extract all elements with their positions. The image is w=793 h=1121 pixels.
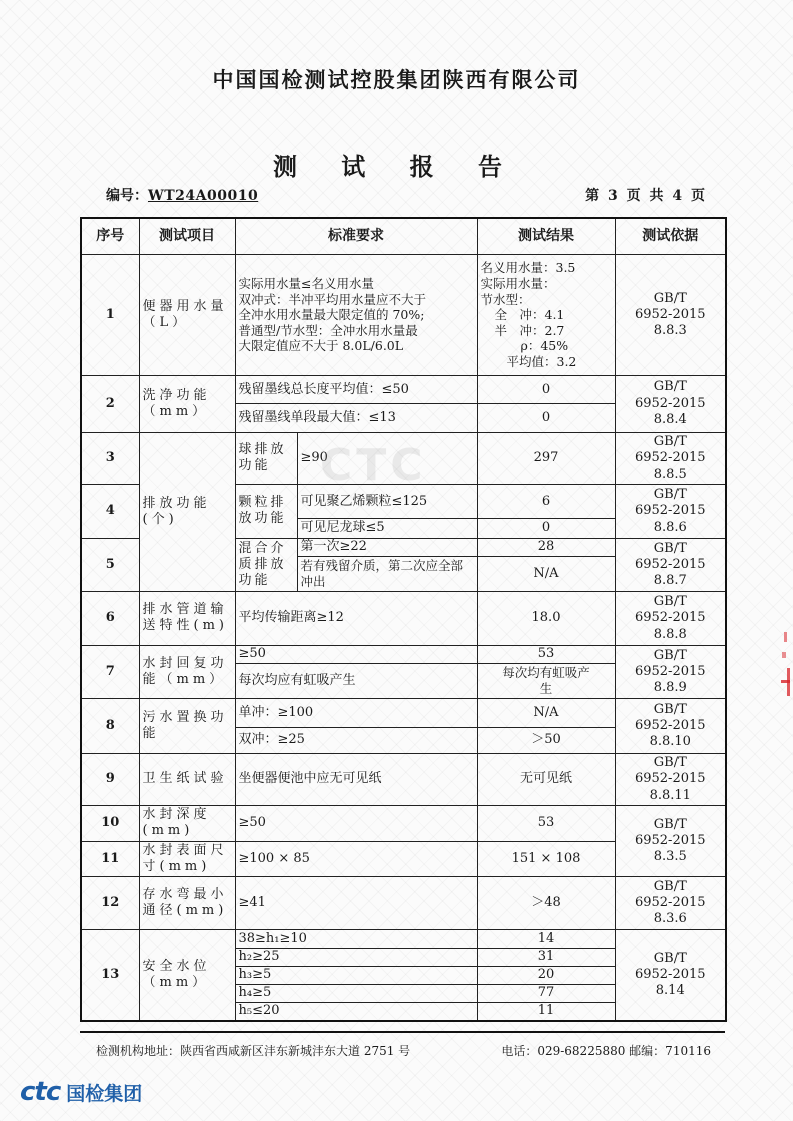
basis-line: GB/T: [653, 487, 687, 503]
row-seq: 6: [81, 592, 139, 646]
row-item: 水封回复功能（mm）: [139, 645, 235, 699]
row-standard: ≥90: [297, 432, 477, 485]
row-standard: h₃≥5: [235, 966, 477, 984]
row-result: 每次均有虹吸产生: [477, 663, 615, 698]
header-standard: 标准要求: [235, 218, 477, 254]
basis-line: 6952-2015: [634, 450, 706, 466]
result-line: 实际用水量：: [480, 275, 556, 291]
basis-line: GB/T: [653, 594, 687, 610]
row-standard: 残留墨线单段最大值：≤13: [235, 404, 477, 432]
row-result: ＞50: [477, 727, 615, 753]
row-result: 0: [477, 404, 615, 432]
basis-line: 8.3.6: [653, 911, 687, 927]
row-seq: 11: [81, 841, 139, 876]
row-result: 53: [477, 806, 615, 841]
row-result: 77: [477, 985, 615, 1003]
row-subitem: 颗粒排放功能: [235, 485, 297, 539]
row-standard: ≥41: [235, 876, 477, 930]
row-standard: ≥50: [235, 806, 477, 841]
row-standard: 残留墨线总长度平均值：≤50: [235, 376, 477, 404]
row-result: 151 × 108: [477, 841, 615, 876]
row-item: 污水置换功能: [139, 699, 235, 754]
report-number-label: 编号：: [106, 188, 148, 204]
result-line: 全 冲：4.1: [494, 307, 565, 323]
row-standard: h₄≥5: [235, 985, 477, 1003]
row-result: 无可见纸: [477, 753, 615, 806]
basis-line: 6952-2015: [634, 663, 706, 679]
table-row: [81, 645, 726, 663]
row-standard: 若有残留介质，第二次应全部冲出: [297, 556, 477, 591]
row-basis: [615, 254, 726, 375]
row-standard: 双冲：≥25: [235, 727, 477, 753]
watermark-stamp: CTC: [320, 440, 427, 491]
basis-line: GB/T: [653, 755, 687, 771]
row-item: 排放功能(个): [139, 432, 235, 592]
table-row: [81, 254, 726, 375]
row-result: ＞48: [477, 876, 615, 930]
basis-line: 8.8.4: [653, 411, 687, 427]
row-basis: [615, 876, 726, 930]
row-result: 6: [477, 485, 615, 519]
basis-line: 8.3.5: [653, 849, 687, 865]
basis-line: 6952-2015: [634, 771, 706, 787]
row-seq: 10: [81, 806, 139, 841]
row-standard: 坐便器便池中应无可见纸: [235, 753, 477, 806]
basis-line: 8.8.6: [653, 519, 687, 535]
row-result: N/A: [477, 699, 615, 727]
basis-line: GB/T: [653, 540, 687, 556]
table-row: [81, 376, 726, 404]
row-standard: [235, 254, 477, 375]
row-item: 安全水位（mm）: [139, 930, 235, 1021]
result-line: ρ：45%: [520, 338, 569, 354]
row-seq: 4: [81, 485, 139, 539]
row-basis: [615, 645, 726, 699]
row-basis: [615, 538, 726, 592]
row-standard: 可见聚乙烯颗粒≤125: [297, 485, 477, 519]
basis-line: 6952-2015: [634, 610, 706, 626]
row-standard: h₅≤20: [235, 1003, 477, 1021]
row-basis: [615, 485, 726, 539]
row-basis: [615, 432, 726, 485]
header-item: 测试项目: [139, 218, 235, 254]
basis-line: 6952-2015: [634, 967, 706, 983]
table-header-row: [81, 218, 726, 254]
basis-line: 8.8.10: [649, 734, 691, 750]
row-seq: 7: [81, 645, 139, 699]
row-standard: 平均传输距离≥12: [235, 592, 477, 646]
table-row: [81, 432, 726, 485]
row-result: N/A: [477, 556, 615, 591]
basis-line: GB/T: [653, 701, 687, 717]
basis-line: 6952-2015: [634, 832, 706, 848]
result-line: 半 冲：2.7: [494, 322, 565, 338]
table-row: [81, 806, 726, 841]
row-result: 297: [477, 432, 615, 485]
basis-line: 6952-2015: [634, 503, 706, 519]
basis-line: 6952-2015: [634, 395, 706, 411]
row-item: 排水管道输送特性(m): [139, 592, 235, 646]
basis-line: GB/T: [653, 950, 687, 966]
header-seq: 序号: [81, 218, 139, 254]
standard-line: 普通型/节水型：全冲水用水量最: [238, 322, 418, 338]
seal-stamp-edge: [778, 628, 792, 708]
company-logo: [20, 1078, 142, 1106]
row-seq: 3: [81, 432, 139, 485]
basis-line: 8.8.11: [649, 787, 691, 803]
row-item: 洗净功能（mm）: [139, 376, 235, 433]
report-number: [106, 185, 258, 205]
header-basis: 测试依据: [615, 218, 726, 254]
company-name: 中国国检测试控股集团陕西有限公司: [212, 67, 581, 92]
row-seq: 8: [81, 699, 139, 754]
footer-divider: [80, 1031, 725, 1033]
row-result: 28: [477, 538, 615, 556]
row-result: 53: [477, 645, 615, 663]
footer-contact: 电话：029-68225880 邮编：710116: [501, 1044, 711, 1058]
table-row: [81, 699, 726, 727]
result-line: 名义用水量：3.5: [480, 260, 576, 276]
standard-line: 实际用水量≤名义用水量: [238, 275, 374, 291]
row-subitem: 混合介质排放功能: [235, 538, 297, 592]
page-indicator: 第 3 页 共 4 页: [585, 188, 705, 204]
row-basis: [615, 592, 726, 646]
table-row: [81, 753, 726, 806]
basis-line: 8.8.7: [653, 573, 687, 589]
basis-line: 8.8.5: [653, 466, 687, 482]
result-line: 平均值：3.2: [506, 354, 577, 370]
row-subitem: 球排放功能: [235, 432, 297, 485]
basis-line: 8.8.8: [653, 626, 687, 642]
basis-line: 8.8.9: [653, 680, 687, 696]
row-standard: 38≥h₁≥10: [235, 930, 477, 948]
table-row: [81, 876, 726, 930]
result-line: 节水型：: [480, 291, 531, 307]
row-item: 卫生纸试验: [139, 753, 235, 806]
logo-mark: ctc: [20, 1077, 61, 1107]
basis-line: 6952-2015: [634, 306, 706, 322]
row-standard: 单冲：≥100: [235, 699, 477, 727]
basis-line: GB/T: [653, 878, 687, 894]
standard-line: 大限定值应不大于 8.0L/6.0L: [238, 338, 404, 354]
row-basis: [615, 376, 726, 433]
footer-address: 检测机构地址：陕西省西咸新区沣东新城沣东大道 2751 号: [96, 1044, 411, 1058]
row-result: [477, 254, 615, 375]
row-standard: 第一次≥22: [297, 538, 477, 556]
row-result: 11: [477, 1003, 615, 1021]
row-item: 水封深度(mm): [139, 806, 235, 841]
row-seq: 9: [81, 753, 139, 806]
standard-line: 双冲式：半冲平均用水量应不大于: [238, 291, 427, 307]
basis-line: 6952-2015: [634, 556, 706, 572]
basis-line: 6952-2015: [634, 717, 706, 733]
basis-line: 6952-2015: [634, 895, 706, 911]
row-result: 0: [477, 376, 615, 404]
row-standard: h₂≥25: [235, 948, 477, 966]
row-item: 存水弯最小通径(mm): [139, 876, 235, 930]
row-result: 31: [477, 948, 615, 966]
row-basis: [615, 806, 726, 877]
basis-line: GB/T: [653, 647, 687, 663]
basis-line: GB/T: [653, 816, 687, 832]
row-result: 20: [477, 966, 615, 984]
table-row: [81, 930, 726, 948]
row-standard: 每次均应有虹吸产生: [235, 663, 477, 698]
row-item: 便器用水量（L）: [139, 254, 235, 375]
row-standard: ≥50: [235, 645, 477, 663]
standard-line: 全冲水用水量最大限定值的 70%;: [238, 307, 425, 323]
document-title: 测 试 报 告: [272, 152, 521, 181]
row-basis: [615, 699, 726, 754]
logo-name: 国检集团: [66, 1082, 143, 1105]
row-item: 水封表面尺寸(mm): [139, 841, 235, 876]
row-standard: ≥100 × 85: [235, 841, 477, 876]
table-row: [81, 592, 726, 646]
basis-line: 8.14: [655, 983, 685, 999]
row-standard: 可见尼龙球≤5: [297, 519, 477, 538]
row-seq: 5: [81, 538, 139, 592]
row-seq: 2: [81, 376, 139, 433]
basis-line: GB/T: [653, 290, 687, 306]
basis-line: GB/T: [653, 379, 687, 395]
row-basis: [615, 930, 726, 1021]
row-seq: 12: [81, 876, 139, 930]
basis-line: 8.8.3: [653, 323, 687, 339]
header-result: 测试结果: [477, 218, 615, 254]
basis-line: GB/T: [653, 434, 687, 449]
row-result: 18.0: [477, 592, 615, 646]
row-result: 14: [477, 930, 615, 948]
row-seq: 1: [81, 254, 139, 375]
row-basis: [615, 753, 726, 806]
row-result: 0: [477, 519, 615, 538]
report-number-value: WT24A00010: [148, 188, 259, 204]
test-results-table: [80, 217, 727, 1022]
row-seq: 13: [81, 930, 139, 1021]
